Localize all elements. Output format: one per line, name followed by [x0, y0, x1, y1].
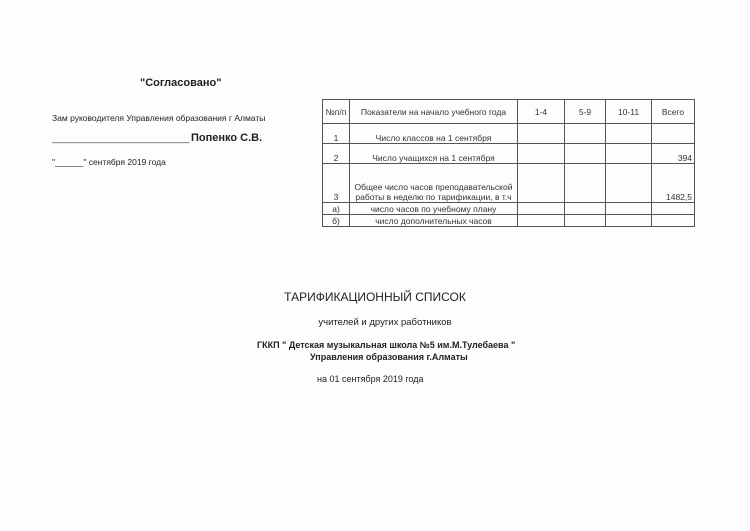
table-row [323, 124, 695, 144]
cell [565, 164, 606, 203]
document-date: на 01 сентября 2019 года [317, 374, 424, 384]
header-cell: 1-4 [518, 100, 565, 124]
approver-name: Попенко С.В. [191, 132, 263, 144]
header-cell: 10-11 [606, 100, 652, 124]
header-cell: 5-9 [565, 100, 606, 124]
row-label: Число классов на 1 сентября [350, 124, 518, 144]
cell [565, 203, 606, 215]
cell [565, 144, 606, 164]
cell [606, 124, 652, 144]
approval-date: "______" сентября 2019 года [52, 157, 166, 167]
row-num: 2 [323, 144, 350, 164]
header-cell: №п/п [323, 100, 350, 124]
cell [606, 203, 652, 215]
cell [518, 164, 565, 203]
row-num: б) [323, 215, 350, 227]
approval-title: "Согласовано" [140, 77, 222, 89]
row-label: число часов по учебному плану [350, 203, 518, 215]
total-cell [652, 124, 695, 144]
cell [606, 215, 652, 227]
table-row [323, 215, 695, 227]
row-num: а) [323, 203, 350, 215]
header-cell: Всего [652, 100, 695, 124]
table-row [323, 144, 695, 164]
org-line-1: ГККП " Детская музыкальная школа №5 им.М.Тулебаева " [257, 340, 516, 350]
total-cell: 394 [652, 144, 695, 164]
table-row [323, 203, 695, 215]
table-header-row [323, 100, 695, 124]
cell [518, 144, 565, 164]
org-line-2: Управления образования г.Алматы [310, 352, 468, 362]
total-cell: 1482,5 [652, 164, 695, 203]
cell [606, 164, 652, 203]
cell [518, 124, 565, 144]
table-row [323, 164, 695, 203]
cell [565, 215, 606, 227]
approval-position: Зам руководителя Управления образования г Алматы [52, 113, 266, 123]
indicators-table [322, 99, 695, 227]
total-cell [652, 215, 695, 227]
signature-line: __________________________ [52, 133, 190, 144]
row-label: Число учащихся на 1 сентября [350, 144, 518, 164]
document-title: ТАРИФИКАЦИОННЫЙ СПИСОК [284, 290, 466, 304]
header-cell: Показатели на начало учебного года [350, 100, 518, 124]
row-label: Общее число часов преподавательской работы в неделю по тарификации, в т.ч [350, 164, 518, 203]
cell [518, 203, 565, 215]
row-label: число дополнительных часов [350, 215, 518, 227]
cell [518, 215, 565, 227]
cell [606, 144, 652, 164]
row-num: 1 [323, 124, 350, 144]
cell [565, 124, 606, 144]
document-subtitle: учителей и других работников [318, 317, 452, 328]
row-num: 3 [323, 164, 350, 203]
total-cell [652, 203, 695, 215]
